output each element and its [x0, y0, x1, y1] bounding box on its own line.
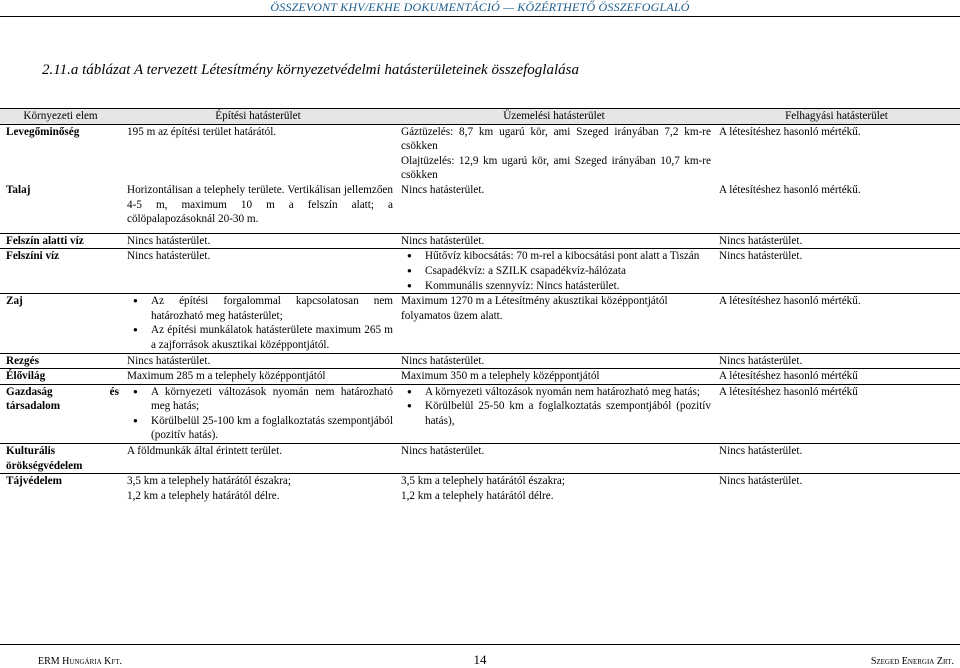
list-item: ● Az építési forgalommal kapcsolatosan nem határozható meg hatásterület; — [151, 294, 393, 323]
cell-decommission: A létesítéshez hasonló mértékű — [713, 384, 960, 443]
cell-construction: 195 m az építési terület határától. — [127, 125, 277, 138]
column-header: Környezeti elem — [0, 109, 121, 125]
list-item: ● Hűtővíz kibocsátás: 70 m-rel a kibocsátási pont alatt a Tiszán — [425, 249, 711, 264]
table-row — [0, 183, 960, 233]
row-label: Élővilág — [0, 369, 121, 385]
list-item: ● A környezeti változások nyomán nem határozható meg hatás; — [425, 385, 711, 400]
row-label: Gazdaság és társadalom — [0, 384, 121, 443]
list-item: ● Csapadékvíz: a SZILK csapadékvíz-hálózata — [425, 264, 711, 279]
cell-decommission: Nincs hatásterület. — [713, 474, 960, 504]
bullet-list — [127, 385, 393, 443]
cell-operation — [395, 124, 713, 183]
cell-construction: Horizontálisan a telephely területe. Vertikálisan jellemzően 4-5 m, maximum 10 m a felszín alatt; a cölöpalapozásoknál 20-30 m. — [127, 183, 393, 226]
cell-text: 1,2 km a telephely határától délre. — [127, 489, 280, 502]
cell-decommission: A létesítéshez hasonló mértékű. — [713, 294, 960, 353]
cell-construction: A földmunkák által érintett terület. — [121, 444, 395, 474]
table-row — [0, 353, 960, 369]
table-row — [0, 124, 960, 183]
row-label: Talaj — [6, 183, 31, 196]
table-row — [0, 249, 960, 294]
cell-decommission: Nincs hatásterület. — [713, 249, 960, 294]
column-header: Építési hatásterület — [121, 109, 395, 125]
bullet-list — [401, 385, 711, 429]
column-header: Üzemelési hatásterület — [395, 109, 713, 125]
table-row — [0, 294, 960, 353]
cell-decommission: Nincs hatásterület. — [713, 444, 960, 474]
cell-construction: Nincs hatásterület. — [121, 353, 395, 369]
row-label: Rezgés — [0, 353, 121, 369]
list-item: ● Az építési munkálatok hatásterülete maximum 265 m a zajforrások akusztikai középpontjától. — [151, 323, 393, 352]
table-row — [0, 444, 960, 474]
table-row — [0, 384, 960, 443]
cell-construction — [121, 294, 395, 353]
table-caption: 2.11.a táblázat A tervezett Létesítmény környezetvédelmi hatásterületeinek összefoglalása — [42, 62, 579, 78]
cell-text: 3,5 km a telephely határától északra; — [127, 475, 292, 488]
cell-construction: Nincs hatásterület. — [121, 233, 395, 249]
list-item: ● Kommunális szennyvíz: Nincs hatásterület. — [425, 279, 711, 294]
cell-operation — [395, 474, 713, 504]
cell-text: Olajtüzelés: 12,9 km ugarú kör, ami Szeged irányában 10,7 km-re csökken — [401, 154, 711, 182]
running-header: ÖSSZEVONT KHV/EKHE DOKUMENTÁCIÓ — KÖZÉRTHETŐ ÖSSZEFOGLALÓ — [270, 0, 690, 14]
impact-area-table — [0, 108, 960, 503]
cell-operation: Nincs hatásterület. — [401, 183, 485, 196]
row-label: Kulturális örökségvédelem — [0, 444, 121, 474]
list-item: ● A környezeti változások nyomán nem határozható meg hatás; — [151, 385, 393, 414]
footer-company: ERM Hungária Kft. — [38, 656, 123, 667]
cell-text: Gáztüzelés: 8,7 km ugarú kör, ami Szeged irányában 7,2 km-re csökken — [401, 125, 711, 153]
cell-decommission: A létesítéshez hasonló mértékű — [713, 369, 960, 385]
cell-operation: Maximum 350 m a telephely középpontjától — [395, 369, 713, 385]
row-label: Tájvédelem — [0, 474, 121, 504]
cell-operation: Nincs hatásterület. — [395, 353, 713, 369]
table-row — [0, 233, 960, 249]
cell-operation: Nincs hatásterület. — [395, 444, 713, 474]
footer-rule — [0, 644, 960, 645]
cell-operation: Nincs hatásterület. — [395, 233, 713, 249]
cell-construction — [121, 474, 395, 504]
cell-decommission: Nincs hatásterület. — [713, 353, 960, 369]
row-label: Felszín alatti víz — [0, 233, 121, 249]
table-row — [0, 474, 960, 504]
bullet-list — [401, 249, 711, 293]
cell-decommission: A létesítéshez hasonló mértékű. — [719, 183, 861, 196]
list-item: ● Körülbelül 25-100 km a foglalkoztatás szempontjából (pozitív hatás). — [151, 414, 393, 443]
list-item: ● Körülbelül 25-50 km a foglalkoztatás szempontjából (pozitív hatás), — [425, 399, 711, 428]
cell-operation — [395, 384, 713, 443]
cell-operation — [395, 249, 713, 294]
cell-text: 1,2 km a telephely határától délre. — [401, 489, 554, 502]
cell-construction — [121, 384, 395, 443]
page-number: 14 — [473, 652, 487, 667]
cell-text: 3,5 km a telephely határától északra; — [401, 475, 566, 488]
footer-client: Szeged Energia Zrt. — [870, 656, 954, 667]
cell-construction: Nincs hatásterület. — [121, 249, 395, 294]
cell-construction: Maximum 285 m a telephely középpontjától — [121, 369, 395, 385]
cell-decommission: A létesítéshez hasonló mértékű. — [719, 125, 861, 138]
row-label: Zaj — [0, 294, 121, 353]
header-rule — [0, 16, 960, 17]
table-row — [0, 369, 960, 385]
cell-decommission: Nincs hatásterület. — [713, 233, 960, 249]
table-header-row — [0, 109, 960, 125]
cell-operation: Maximum 1270 m a Létesítmény akusztikai középpontjától folyamatos üzem alatt. — [395, 294, 713, 353]
row-label: Felszíni víz — [0, 249, 121, 294]
column-header: Felhagyási hatásterület — [713, 109, 960, 125]
bullet-list — [127, 294, 393, 352]
row-label: Levegőminőség — [6, 125, 80, 138]
